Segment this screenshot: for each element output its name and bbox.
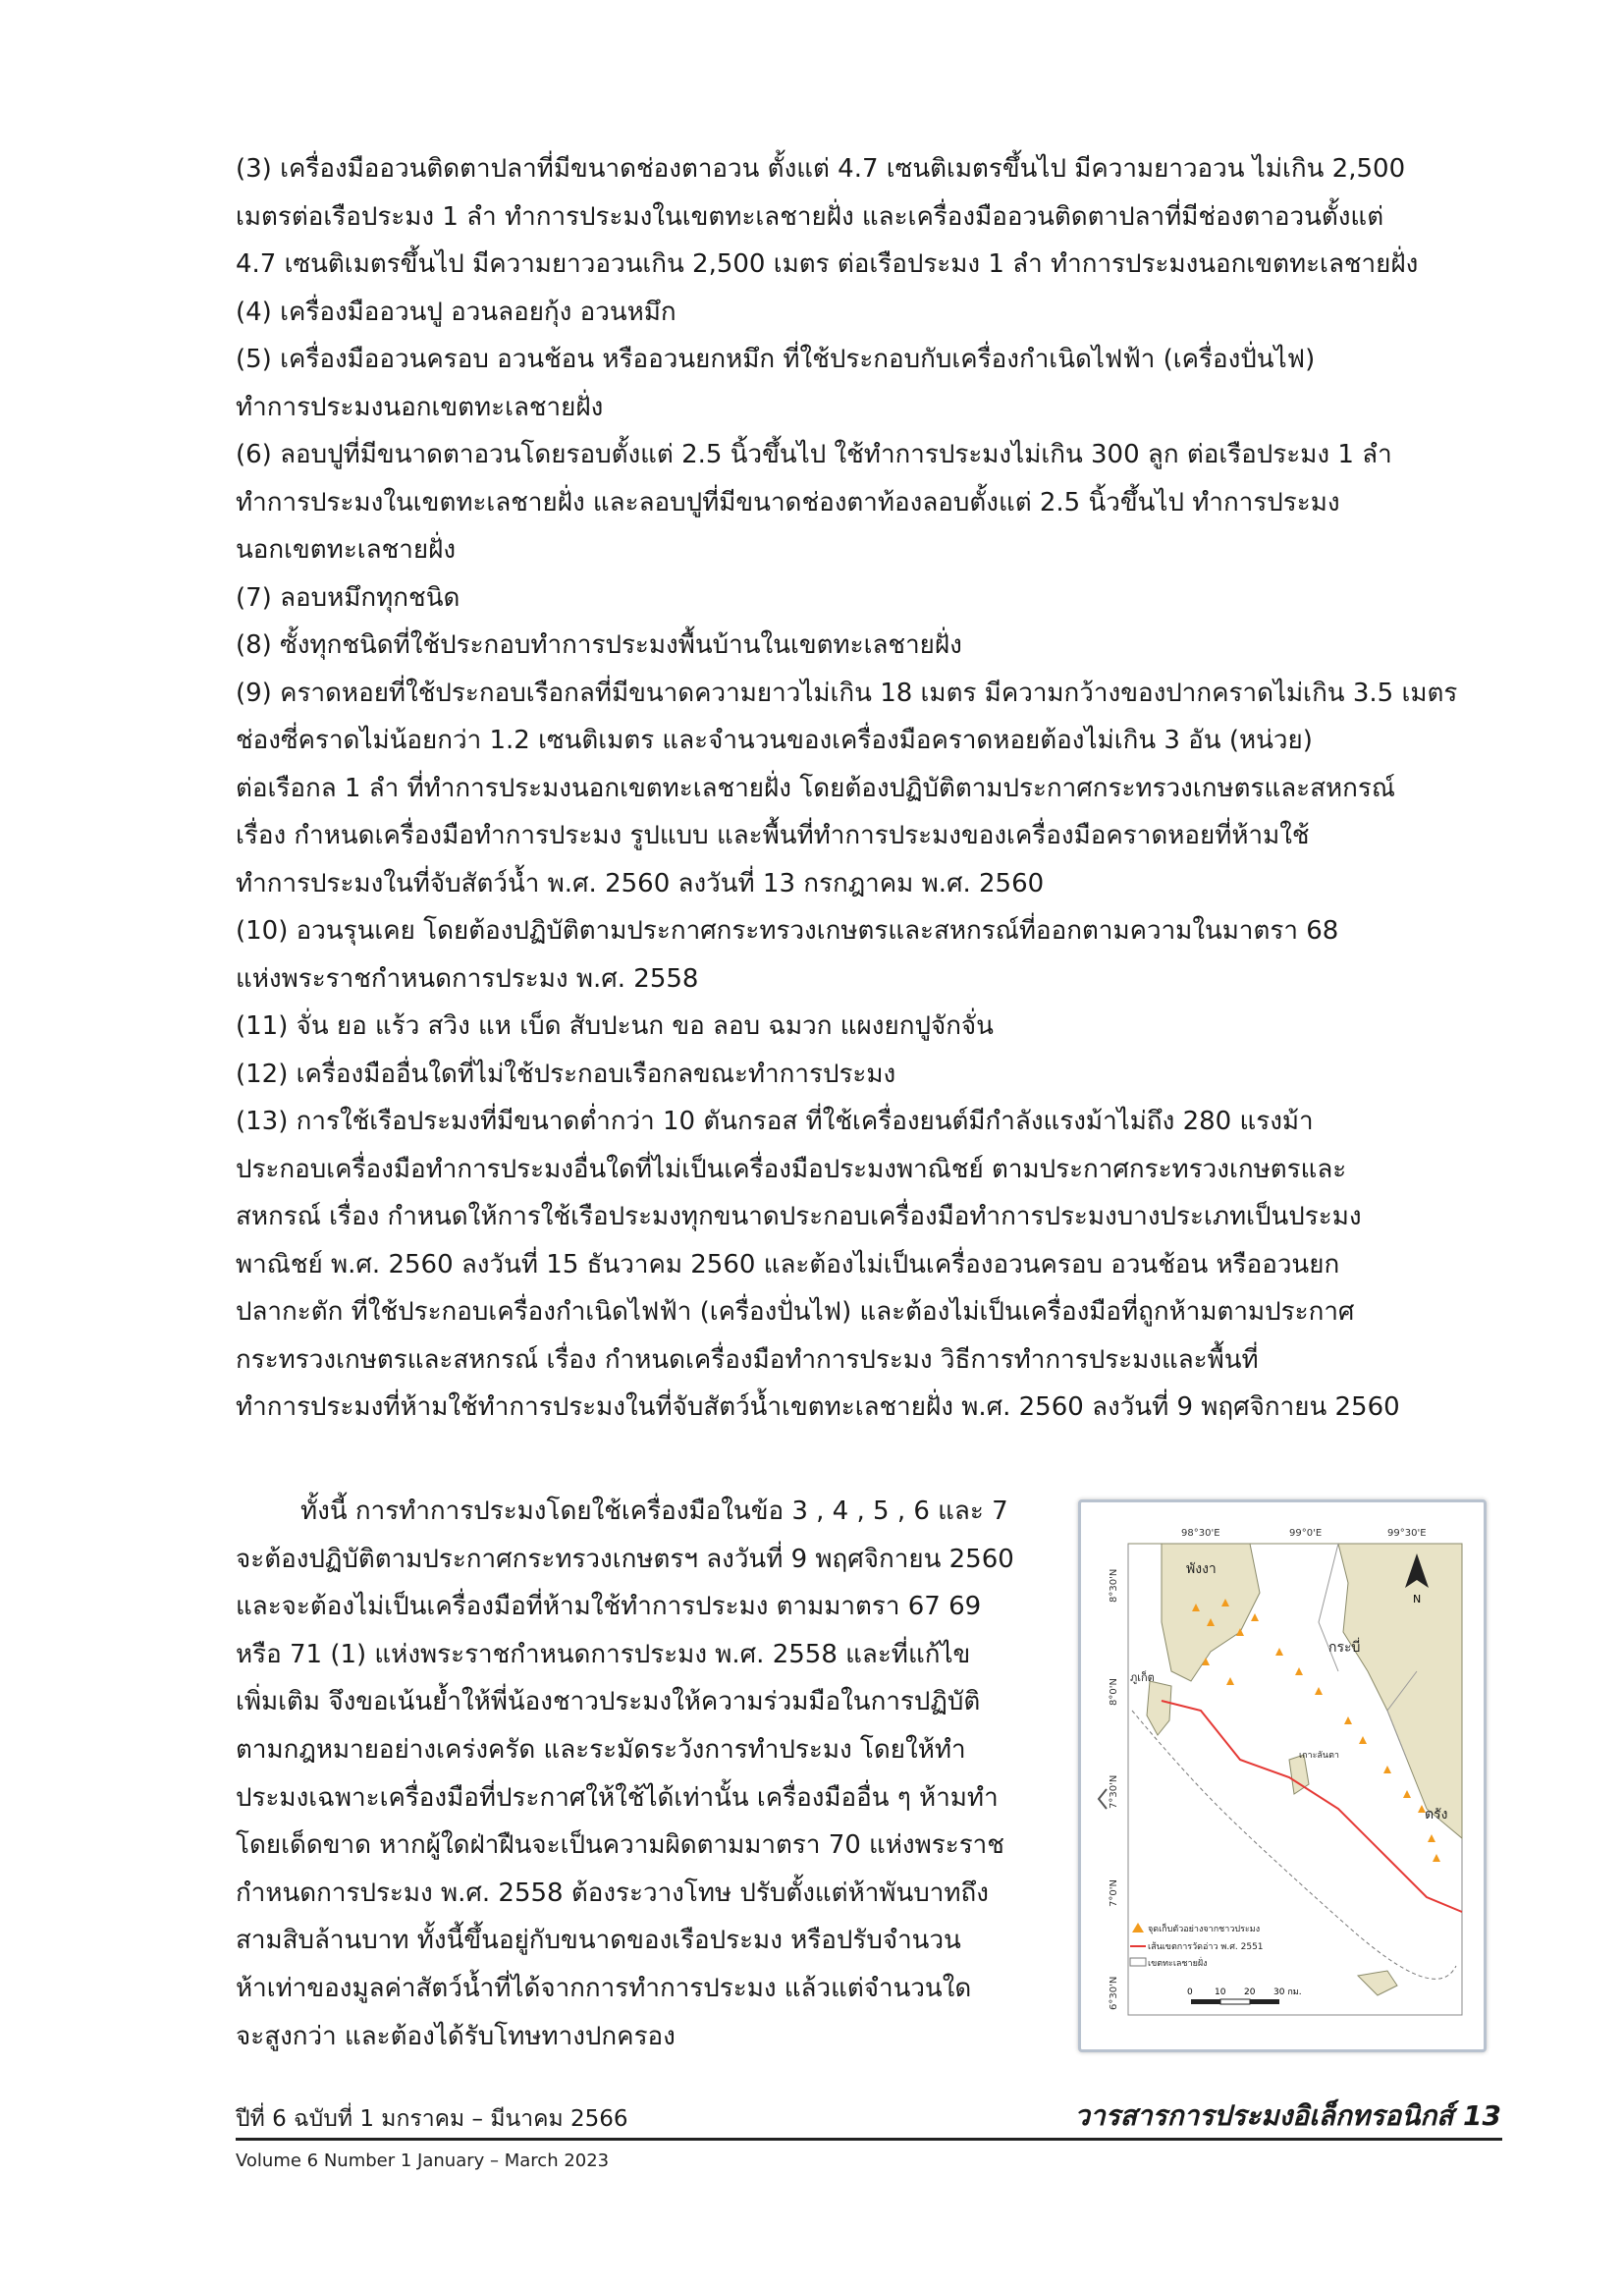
closing-line: เพิ่มเติม จึงขอเน้นย้ำให้พี่น้องชาวประมงให้ความร่วมมือในการปฏิบัติ — [236, 1687, 981, 1717]
closing-line: ห้าเท่าของมูลค่าสัตว์น้ำที่ได้จากการทำการประมง แล้วแต่จำนวนใด — [236, 1973, 972, 2003]
closing-line: โดยเด็ดขาด หากผู้ใดฝ่าฝืนจะเป็นความผิดตามมาตรา 70 แห่งพระราช — [236, 1830, 1004, 1861]
place-phangnga: พังงา — [1186, 1561, 1217, 1577]
closing-line: ทั้งนี้ การทำการประมงโดยใช้เครื่องมือในข้อ 3 , 4 , 5 , 6 และ 7 — [300, 1497, 1008, 1526]
main-content — [236, 145, 1492, 1432]
text-line: 4.7 เซนติเมตรขึ้นไป มีความยาวอวนเกิน 2,500 เมตร ต่อเรือประมง 1 ลำ ทำการประมงนอกเขตทะเลชายฝั่ง — [236, 249, 1419, 279]
text-line: นอกเขตทะเลชายฝั่ง — [236, 535, 457, 565]
lat-label: 8°0'N — [1109, 1678, 1119, 1706]
closing-line: ตามกฎหมายอย่างเคร่งครัด และระมัดระวังการทำประมง โดยให้ทำ — [236, 1734, 966, 1765]
scale-bar-segment — [1250, 1999, 1279, 2004]
text-line: ประกอบเครื่องมือทำการประมงอื่นใดที่ไม่เป็นเครื่องมือประมงพาณิชย์ ตามประกาศกระทรวงเกษตรและ — [236, 1154, 1347, 1184]
scale-label: 10 — [1215, 1987, 1226, 1997]
text-line: ทำการประมงที่ห้ามใช้ทำการประมงในที่จับสัตว์น้ำเขตทะเลชายฝั่ง พ.ศ. 2560 ลงวันที่ 9 พฤศจิกายน 2560 — [236, 1392, 1400, 1422]
legend-item: เขตทะเลชายฝั่ง — [1148, 1959, 1208, 1969]
text-line: (8) ซั้งทุกชนิดที่ใช้ประกอบทำการประมงพื้นบ้านในเขตทะเลชายฝั่ง — [236, 630, 962, 660]
place-phuket: ภูเก็ต — [1130, 1671, 1155, 1684]
journal-name-and-page — [1074, 2095, 1501, 2138]
closing-paragraph — [236, 1488, 1051, 2060]
lat-label: 6°30'N — [1109, 1976, 1119, 2010]
legend-item: เส้นเขตการวัดอ่าว พ.ศ. 2551 — [1148, 1942, 1264, 1952]
text-line: แห่งพระราชกำหนดการประมง พ.ศ. 2558 — [236, 963, 699, 994]
page-number: 13 — [1463, 2099, 1501, 2132]
text-line: (10) อวนรุนเคย โดยต้องปฏิบัติตามประกาศกระทรวงเกษตรและสหกรณ์ที่ออกตามความในมาตรา 68 — [236, 916, 1339, 946]
journal-name: วารสารการประมงอิเล็กทรอนิกส์ — [1074, 2099, 1454, 2132]
issue-thai: ปีที่ 6 ฉบับที่ 1 มกราคม – มีนาคม 2566 — [236, 2106, 628, 2132]
legend-item: จุดเก็บตัวอย่างจากชาวประมง — [1148, 1925, 1261, 1934]
text-line: (12) เครื่องมืออื่นใดที่ไม่ใช้ประกอบเรือกลขณะทำการประมง — [236, 1059, 896, 1089]
text-line: (6) ลอบปูที่มีขนาดตาอวนโดยรอบตั้งแต่ 2.5 นิ้วขึ้นไป ใช้ทำการประมงไม่เกิน 300 ลูก ต่อเรือประมง 1 ลำ — [236, 440, 1392, 469]
text-line: ช่องซี่คราดไม่น้อยกว่า 1.2 เซนติเมตร และจำนวนของเครื่องมือคราดหอยต้องไม่เกิน 3 อัน (หน่วย) — [236, 726, 1313, 755]
text-line: สหกรณ์ เรื่อง กำหนดให้การใช้เรือประมงทุกขนาดประกอบเครื่องมือทำการประมงบางประเภทเป็นประมง — [236, 1202, 1362, 1231]
place-krabi: กระบี่ — [1328, 1640, 1361, 1656]
closing-line: หรือ 71 (1) แห่งพระราชกำหนดการประมง พ.ศ. 2558 และที่แก้ไข — [236, 1639, 971, 1669]
text-line: ปลากะตัก ที่ใช้ประกอบเครื่องกำเนิดไฟฟ้า (เครื่องปั่นไฟ) และต้องไม่เป็นเครื่องมือที่ถูกห้ามตามประกาศ — [236, 1297, 1355, 1327]
text-line: (11) จั่น ยอ แร้ว สวิง แห เบ็ด สับปะนก ขอ ลอบ ฉมวก แผงยกปูจักจั่น — [236, 1011, 994, 1041]
footer-divider — [236, 2138, 1502, 2141]
text-line: (13) การใช้เรือประมงที่มีขนาดต่ำกว่า 10 ตันกรอส ที่ใช้เครื่องยนต์มีกำลังแรงม้าไม่ถึง 280 แรงม้า — [236, 1107, 1314, 1136]
text-line: กระทรวงเกษตรและสหกรณ์ เรื่อง กำหนดเครื่องมือทำการประมง วิธีการทำการประมงและพื้นที่ — [236, 1344, 1259, 1375]
lon-label: 99°30'E — [1387, 1528, 1427, 1539]
scale-bar-segment — [1220, 1999, 1250, 2004]
closing-line: จะต้องปฏิบัติตามประกาศกระทรวงเกษตรฯ ลงวันที่ 9 พฤศจิกายน 2560 — [236, 1544, 1014, 1574]
place-ko-lanta: เกาะลันตา — [1299, 1751, 1339, 1761]
lat-label: 7°30'N — [1109, 1774, 1119, 1809]
text-line: ทำการประมงในที่จับสัตว์น้ำ พ.ศ. 2560 ลงวันที่ 13 กรกฎาคม พ.ศ. 2560 — [236, 868, 1045, 898]
scale-bar-segment — [1191, 1999, 1220, 2004]
coastal-map — [1093, 1514, 1472, 2038]
text-line: (9) คราดหอยที่ใช้ประกอบเรือกลที่มีขนาดความยาวไม่เกิน 18 เมตร มีความกว้างของปากคราดไม่เกิน 3.5 เมตร — [236, 678, 1458, 708]
scale-label: 20 — [1244, 1987, 1256, 1997]
map-figure — [1078, 1499, 1487, 2052]
closing-line: กำหนดการประมง พ.ศ. 2558 ต้องระวางโทษ ปรับตั้งแต่ห้าพันบาทถึง — [236, 1878, 989, 1908]
lon-label: 99°0'E — [1289, 1528, 1323, 1539]
closing-line: และจะต้องไม่เป็นเครื่องมือที่ห้ามใช้ทำการประมง ตามมาตรา 67 69 — [236, 1592, 982, 1622]
scale-label: 0 — [1187, 1987, 1193, 1997]
text-line: พาณิชย์ พ.ศ. 2560 ลงวันที่ 15 ธันวาคม 2560 และต้องไม่เป็นเครื่องอวนครอบ อวนช้อน หรืออวนยก — [236, 1249, 1340, 1279]
issue-english: Volume 6 Number 1 January – March 2023 — [236, 2150, 610, 2171]
text-line: (7) ลอบหมึกทุกชนิด — [236, 582, 460, 613]
text-line: เมตรต่อเรือประมง 1 ลำ ทำการประมงในเขตทะเลชายฝั่ง และเครื่องมืออวนติดตาปลาที่มีช่องตาอวนตั้งแต่ — [236, 201, 1384, 232]
text-line: ต่อเรือกล 1 ลำ ที่ทำการประมงนอกเขตทะเลชายฝั่ง โดยต้องปฏิบัติตามประกาศกระทรวงเกษตรและสหกรณ์ — [236, 773, 1395, 803]
text-line: (3) เครื่องมืออวนติดตาปลาที่มีขนาดช่องตาอวน ตั้งแต่ 4.7 เซนติเมตรขึ้นไป มีความยาวอวน ไม่เกิน 2,500 — [236, 154, 1406, 184]
lon-label: 98°30'E — [1181, 1528, 1220, 1539]
text-line: ทำการประมงในเขตทะเลชายฝั่ง และลอบปูที่มีขนาดช่องตาท้องลอบตั้งแต่ 2.5 นิ้วขึ้นไป ทำการประมง — [236, 487, 1340, 517]
lat-label: 8°30'N — [1109, 1568, 1119, 1603]
text-line: (4) เครื่องมืออวนปู อวนลอยกุ้ง อวนหมึก — [236, 297, 677, 327]
scale-label: 30 กม. — [1273, 1987, 1302, 1997]
text-line: (5) เครื่องมืออวนครอบ อวนช้อน หรืออวนยกหมึก ที่ใช้ประกอบกับเครื่องกำเนิดไฟฟ้า (เครื่องปั่นไฟ) — [236, 345, 1316, 374]
closing-line: สามสิบล้านบาท ทั้งนี้ขึ้นอยู่กับขนาดของเรือประมง หรือปรับจำนวน — [236, 1926, 961, 1956]
north-label: N — [1413, 1593, 1422, 1606]
place-trang: ตรัง — [1425, 1807, 1448, 1823]
lat-label: 7°0'N — [1109, 1879, 1119, 1907]
closing-line: จะสูงกว่า และต้องได้รับโทษทางปกครอง — [236, 2021, 676, 2051]
closing-line: ประมงเฉพาะเครื่องมือที่ประกาศให้ใช้ได้เท่านั้น เครื่องมืออื่น ๆ ห้ามทำ — [236, 1782, 999, 1813]
legend-zone-icon — [1130, 1958, 1146, 1966]
text-line: ทำการประมงนอกเขตทะเลชายฝั่ง — [236, 392, 604, 422]
text-line: เรื่อง กำหนดเครื่องมือทำการประมง รูปแบบ และพื้นที่ทำการประมงของเครื่องมือคราดหอยที่ห้ามใช้ — [236, 821, 1310, 850]
